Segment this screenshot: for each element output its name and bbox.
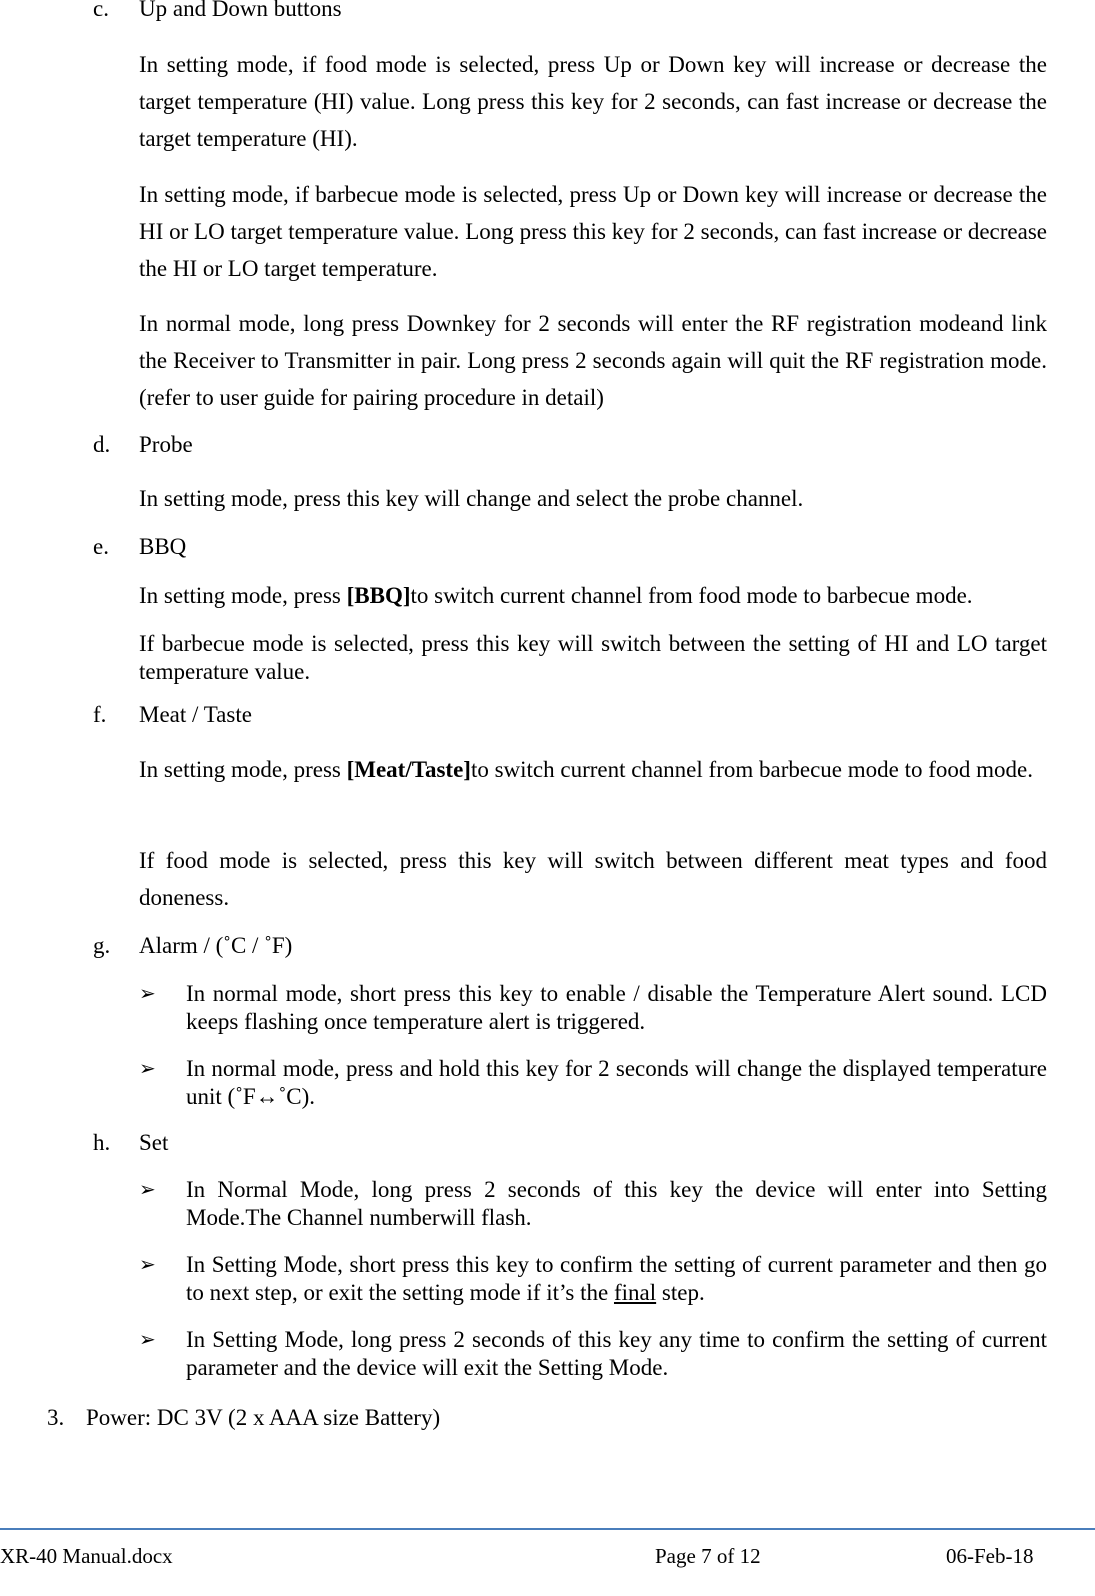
item-g-title: Alarm / (˚C / ˚F) bbox=[139, 933, 293, 958]
item-g-bullet-1: In normal mode, short press this key to enable / disable the Temperature Alert sound. LCD keeps flashing once temperature alert is triggered. bbox=[186, 981, 1047, 1034]
final-underlined-word: final bbox=[613, 1280, 657, 1305]
item-d-title: Probe bbox=[139, 432, 193, 457]
item-f-paragraph-2: If food mode is selected, press this key will switch between different meat types and food doneness. bbox=[139, 848, 1047, 910]
item-h-b2-text: In Setting Mode, short press this key to confirm the setting of current parameter and then go to next step, or exit the setting mode if it’s the bbox=[186, 1252, 1047, 1305]
item-e-paragraph-2: If barbecue mode is selected, press this key will switch between the setting of HI and LO target temperature value. bbox=[139, 631, 1047, 684]
item-d-paragraph-1: In setting mode, press this key will change and select the probe channel. bbox=[139, 486, 804, 511]
footer-date: 06-Feb-18 bbox=[946, 1544, 1034, 1568]
item-f-title: Meat / Taste bbox=[139, 702, 252, 727]
section-3-number: 3. bbox=[47, 1405, 65, 1430]
item-f-paragraph-1 bbox=[139, 751, 1047, 788]
footer-page-number: Page 7 of 12 bbox=[655, 1544, 761, 1568]
item-f-p1-text: In setting mode, press bbox=[139, 757, 347, 782]
item-h-bullet-2 bbox=[186, 1251, 1047, 1307]
item-e-title: BBQ bbox=[139, 534, 187, 559]
arrow-bullet-icon: ➢ bbox=[139, 1252, 156, 1276]
arrow-bullet-icon: ➢ bbox=[139, 1327, 156, 1351]
item-c-marker: c. bbox=[93, 0, 109, 21]
section-3-power: Power: DC 3V (2 x AAA size Battery) bbox=[86, 1405, 441, 1430]
footer-filename: XR-40 Manual.docx bbox=[0, 1544, 173, 1568]
meat-taste-key-label: [Meat/Taste] bbox=[346, 757, 471, 782]
item-h-bullet-3: In Setting Mode, long press 2 seconds of this key any time to confirm the setting of current parameter and the device will exit the Setting Mode. bbox=[186, 1327, 1047, 1380]
item-e-p1-text: In setting mode, press bbox=[139, 583, 347, 608]
item-c-paragraph-2: In setting mode, if barbecue mode is selected, press Up or Down key will increase or decrease the HI or LO target temperature value. Long press this key for 2 seconds, can fast increase or decrease the HI or LO target temperature. bbox=[139, 182, 1047, 281]
item-g-bullet-2: In normal mode, press and hold this key for 2 seconds will change the displayed temperature unit (˚F↔˚C). bbox=[186, 1056, 1047, 1109]
item-h-bullet-1: In Normal Mode, long press 2 seconds of this key the device will enter into Setting Mode.The Channel numberwill flash. bbox=[186, 1177, 1047, 1230]
footer-divider bbox=[0, 1528, 1095, 1530]
item-c-title: Up and Down buttons bbox=[139, 0, 342, 21]
bbq-key-label: [BBQ] bbox=[346, 583, 411, 608]
arrow-bullet-icon: ➢ bbox=[139, 1056, 156, 1080]
item-f-p1-text-after: to switch current channel from barbecue mode to food mode. bbox=[470, 757, 1033, 782]
item-g-marker: g. bbox=[93, 933, 111, 958]
item-h-title: Set bbox=[139, 1130, 169, 1155]
item-h-b2-text-after: step. bbox=[656, 1280, 705, 1305]
item-h-marker: h. bbox=[93, 1130, 111, 1155]
item-d-marker: d. bbox=[93, 432, 111, 457]
item-c-paragraph-1: In setting mode, if food mode is selected, press Up or Down key will increase or decrease the target temperature (HI) value. Long press this key for 2 seconds, can fast increase or decrease the target temperature (HI). bbox=[139, 52, 1047, 151]
item-e-p1-text-after: to switch current channel from food mode to barbecue mode. bbox=[410, 583, 973, 608]
item-c-paragraph-3: In normal mode, long press Downkey for 2 seconds will enter the RF registration modeand link the Receiver to Transmitter in pair. Long press 2 seconds again will quit the RF registration mode. (refer to user guide for pairing procedure in detail) bbox=[139, 311, 1047, 410]
item-f-marker: f. bbox=[93, 702, 107, 727]
item-e-paragraph-1 bbox=[139, 577, 1047, 614]
arrow-bullet-icon: ➢ bbox=[139, 981, 156, 1005]
item-e-marker: e. bbox=[93, 534, 109, 559]
arrow-bullet-icon: ➢ bbox=[139, 1177, 156, 1201]
